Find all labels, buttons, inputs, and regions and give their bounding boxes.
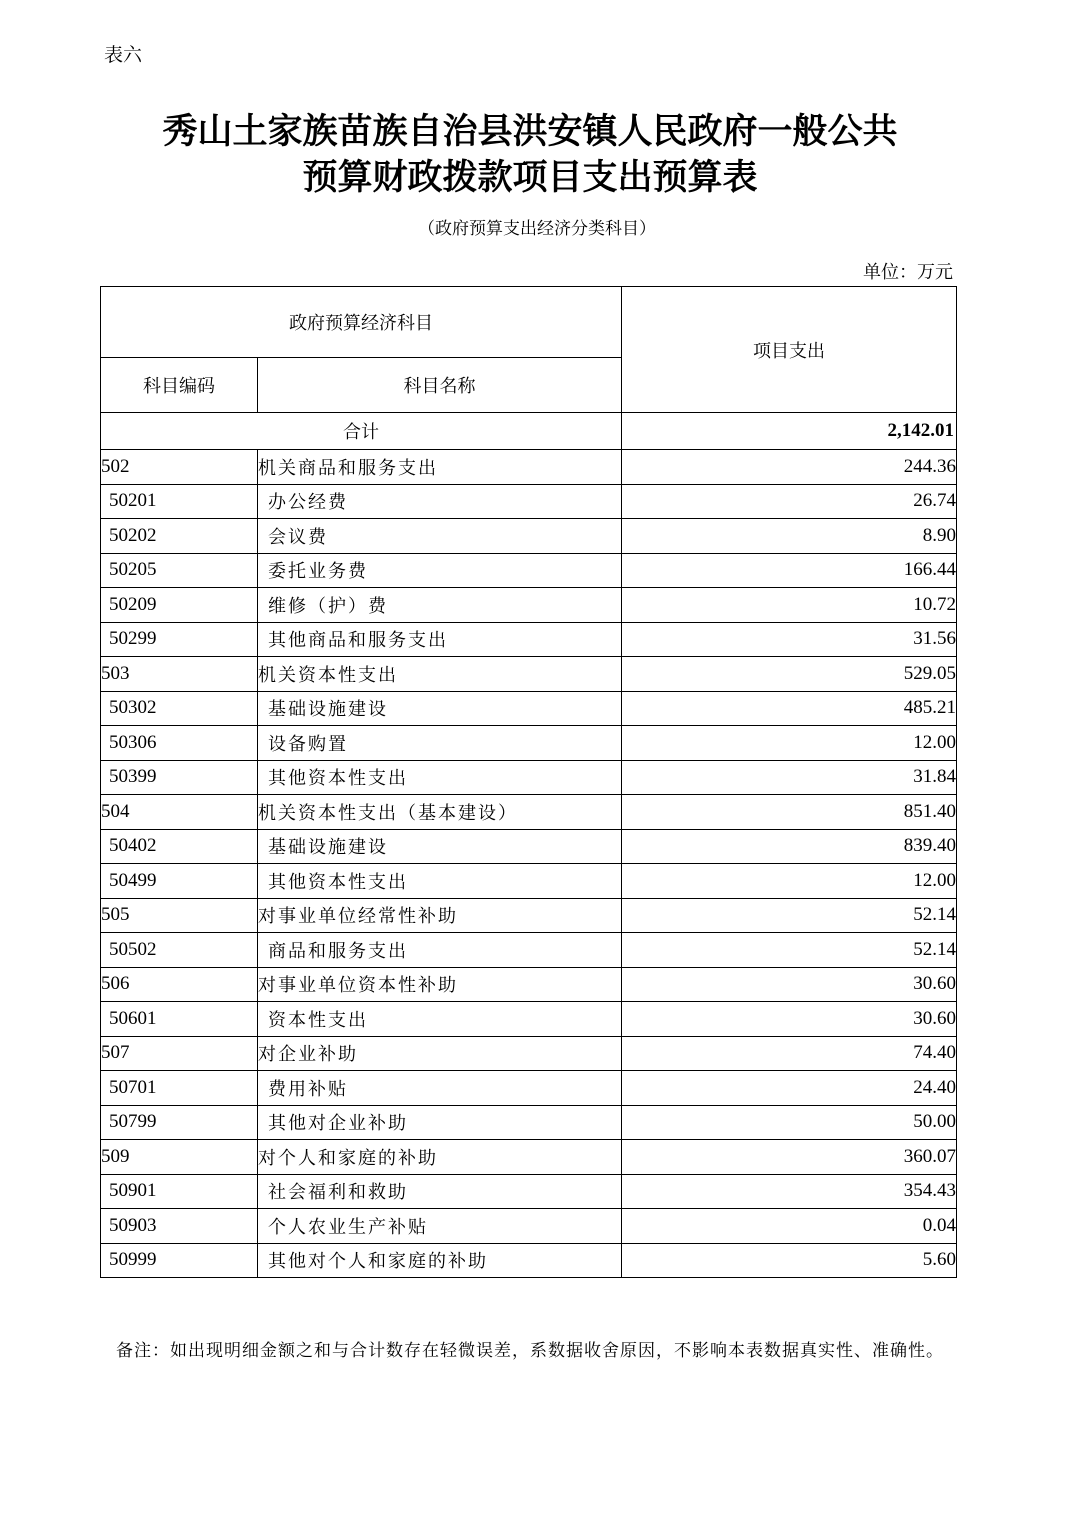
subject-name: 对企业补助: [258, 1036, 622, 1071]
table-row: [101, 1209, 957, 1244]
project-amount: 26.74: [622, 484, 957, 519]
subject-name: 其他商品和服务支出: [258, 622, 622, 657]
unit-label: 单位：万元: [863, 262, 953, 283]
project-amount: 12.00: [622, 864, 957, 899]
project-amount: 0.04: [622, 1209, 957, 1244]
subject-name: 会议费: [258, 519, 622, 554]
subject-name: 商品和服务支出: [258, 933, 622, 968]
header-amount: 项目支出: [622, 287, 957, 413]
project-amount: 485.21: [622, 691, 957, 726]
subject-code: 503: [101, 657, 258, 692]
table-row: [101, 760, 957, 795]
subject-code: 509: [101, 1140, 258, 1175]
subject-name: 委托业务费: [258, 553, 622, 588]
subject-code: 50903: [101, 1209, 258, 1244]
subject-name: 其他资本性支出: [258, 760, 622, 795]
subject-code: 506: [101, 967, 258, 1002]
subject-code: 50202: [101, 519, 258, 554]
subject-code: 50999: [101, 1243, 258, 1278]
footnote: 备注：如出现明细金额之和与合计数存在轻微误差，系数据收舍原因，不影响本表数据真实性、准确性。: [116, 1341, 944, 1361]
subject-code: 50701: [101, 1071, 258, 1106]
subject-code: 50502: [101, 933, 258, 968]
subject-name: 设备购置: [258, 726, 622, 761]
table-row: [101, 484, 957, 519]
table-row: [101, 1105, 957, 1140]
table-label: 表六: [104, 44, 143, 66]
project-amount: 360.07: [622, 1140, 957, 1175]
project-amount: 74.40: [622, 1036, 957, 1071]
project-amount: 244.36: [622, 450, 957, 485]
project-amount: 10.72: [622, 588, 957, 623]
subject-name: 办公经费: [258, 484, 622, 519]
project-amount: 31.84: [622, 760, 957, 795]
subject-name: 对个人和家庭的补助: [258, 1140, 622, 1175]
header-group: 政府预算经济科目: [101, 287, 622, 358]
total-label: 合计: [101, 413, 622, 450]
table-row: [101, 898, 957, 933]
subject-name: 机关资本性支出: [258, 657, 622, 692]
table-row: [101, 1002, 957, 1037]
subject-code: 50799: [101, 1105, 258, 1140]
subject-code: 50299: [101, 622, 258, 657]
header-code: 科目编码: [101, 358, 258, 413]
total-amount: 2,142.01: [622, 413, 957, 450]
project-amount: 354.43: [622, 1174, 957, 1209]
table-row: [101, 657, 957, 692]
table-row: [101, 726, 957, 761]
budget-table: [100, 286, 957, 1278]
subject-code: 50499: [101, 864, 258, 899]
subject-code: 50201: [101, 484, 258, 519]
subject-name: 机关商品和服务支出: [258, 450, 622, 485]
table-row: [101, 553, 957, 588]
page-title-line-2: 预算财政拨款项目支出预算表: [302, 157, 758, 198]
subject-name: 对事业单位资本性补助: [258, 967, 622, 1002]
project-amount: 851.40: [622, 795, 957, 830]
project-amount: 166.44: [622, 553, 957, 588]
table-row: [101, 1036, 957, 1071]
subject-name: 机关资本性支出（基本建设）: [258, 795, 622, 830]
project-amount: 30.60: [622, 1002, 957, 1037]
table-row: [101, 1243, 957, 1278]
subtitle: （政府预算支出经济分类科目）: [418, 219, 656, 239]
subject-name: 基础设施建设: [258, 829, 622, 864]
project-amount: 839.40: [622, 829, 957, 864]
subject-name: 社会福利和救助: [258, 1174, 622, 1209]
project-amount: 24.40: [622, 1071, 957, 1106]
table-row: [101, 1071, 957, 1106]
table-row: [101, 622, 957, 657]
subject-name: 基础设施建设: [258, 691, 622, 726]
table-row: [101, 795, 957, 830]
project-amount: 529.05: [622, 657, 957, 692]
project-amount: 31.56: [622, 622, 957, 657]
subject-code: 50399: [101, 760, 258, 795]
subject-name: 资本性支出: [258, 1002, 622, 1037]
subject-name: 对事业单位经常性补助: [258, 898, 622, 933]
table-row: [101, 967, 957, 1002]
total-row: [101, 413, 957, 450]
table-row: [101, 1174, 957, 1209]
subject-name: 其他资本性支出: [258, 864, 622, 899]
header-name: 科目名称: [258, 358, 622, 413]
project-amount: 30.60: [622, 967, 957, 1002]
subject-code: 502: [101, 450, 258, 485]
project-amount: 52.14: [622, 898, 957, 933]
project-amount: 12.00: [622, 726, 957, 761]
project-amount: 52.14: [622, 933, 957, 968]
subject-name: 费用补贴: [258, 1071, 622, 1106]
subject-code: 50302: [101, 691, 258, 726]
subject-code: 505: [101, 898, 258, 933]
subject-code: 50306: [101, 726, 258, 761]
project-amount: 8.90: [622, 519, 957, 554]
subject-code: 504: [101, 795, 258, 830]
table-row: [101, 691, 957, 726]
subject-code: 50205: [101, 553, 258, 588]
table-row: [101, 519, 957, 554]
subject-code: 50901: [101, 1174, 258, 1209]
table-row: [101, 864, 957, 899]
subject-code: 50402: [101, 829, 258, 864]
table-row: [101, 450, 957, 485]
header-row-1: [101, 287, 957, 358]
table-row: [101, 829, 957, 864]
table-row: [101, 1140, 957, 1175]
subject-name: 其他对个人和家庭的补助: [258, 1243, 622, 1278]
subject-code: 50601: [101, 1002, 258, 1037]
subject-code: 50209: [101, 588, 258, 623]
subject-name: 其他对企业补助: [258, 1105, 622, 1140]
subject-code: 507: [101, 1036, 258, 1071]
table-row: [101, 933, 957, 968]
project-amount: 50.00: [622, 1105, 957, 1140]
subject-name: 维修（护）费: [258, 588, 622, 623]
page-title-line-1: 秀山土家族苗族自治县洪安镇人民政府一般公共: [162, 111, 898, 152]
table-row: [101, 588, 957, 623]
project-amount: 5.60: [622, 1243, 957, 1278]
subject-name: 个人农业生产补贴: [258, 1209, 622, 1244]
